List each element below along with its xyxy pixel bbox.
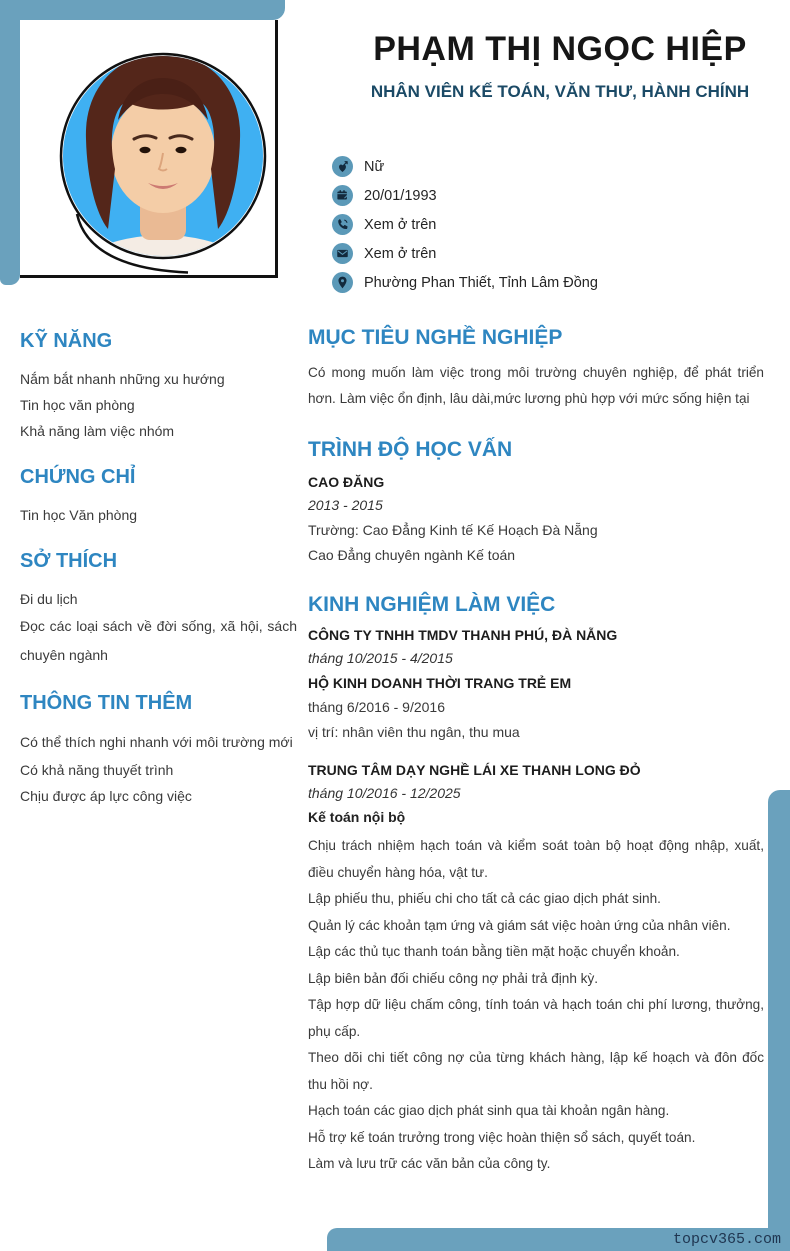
job-company: TRUNG TÂM DẠY NGHỀ LÁI XE THANH LONG ĐỎ bbox=[308, 762, 641, 778]
contact-item-email bbox=[332, 239, 772, 268]
section-hobbies bbox=[20, 550, 297, 670]
job-company: CÔNG TY TNHH TMDV THANH PHÚ, ĐÀ NẴNG bbox=[308, 627, 618, 643]
right-decoration-bar bbox=[768, 790, 790, 1251]
left-decoration-bar bbox=[0, 0, 20, 285]
section-heading: SỞ THÍCH bbox=[20, 550, 118, 572]
job-company: HỘ KINH DOANH THỜI TRANG TRẺ EM bbox=[308, 675, 572, 691]
skill-item: Nắm bắt nhanh những xu hướng bbox=[20, 371, 225, 387]
job-duty: Lập phiếu thu, phiếu chi cho tất cả các giao dịch phát sinh. bbox=[308, 891, 661, 906]
section-skills bbox=[20, 330, 297, 444]
objective-heading: MỤC TIÊU NGHỀ NGHIỆP bbox=[308, 326, 563, 349]
contact-item-birthdate bbox=[332, 181, 772, 210]
experience-heading: KINH NGHIỆM LÀM VIỆC bbox=[308, 593, 556, 616]
job-duty: Làm và lưu trữ các văn bản của công ty. bbox=[308, 1156, 551, 1171]
photo-frame bbox=[20, 20, 278, 278]
info-item: Có thể thích nghi nhanh với môi trường mới bbox=[20, 734, 293, 750]
footer-brand: topcv365.com bbox=[672, 1231, 781, 1248]
education-degree: CAO ĐĂNG bbox=[308, 474, 385, 490]
contact-item-phone bbox=[332, 210, 772, 239]
contact-text: Phường Phan Thiết, Tỉnh Lâm Đồng bbox=[364, 274, 598, 291]
job-period: tháng 10/2016 - 12/2025 bbox=[308, 785, 461, 801]
contact-item-address bbox=[332, 268, 772, 297]
info-item: Có khả năng thuyết trình bbox=[20, 762, 174, 778]
job-duty: Lập biên bản đối chiếu công nợ phải trả định kỳ. bbox=[308, 970, 599, 986]
job-duty: Hỗ trợ kế toán trưởng trong việc hoàn thiện sổ sách, quyết toán. bbox=[308, 1129, 696, 1145]
education-heading: TRÌNH ĐỘ HỌC VẤN bbox=[308, 438, 513, 461]
job-duty: Quản lý các khoản tạm ứng và giám sát việc hoàn ứng của nhân viên. bbox=[308, 917, 731, 933]
job-duty: Tập hợp dữ liệu chấm công, tính toán và hạch toán chi phí lương, thưởng, phụ cấp. bbox=[308, 997, 764, 1039]
contact-item-gender bbox=[332, 152, 772, 181]
contact-list bbox=[332, 152, 772, 297]
candidate-name: PHẠM THỊ NGỌC HIỆP bbox=[373, 30, 747, 68]
education-major: Cao Đẳng chuyên ngành Kế toán bbox=[308, 547, 516, 563]
skill-item: Khả năng làm việc nhóm bbox=[20, 423, 175, 439]
info-item: Chịu được áp lực công việc bbox=[20, 788, 192, 804]
job-duty: Chịu trách nhiệm hạch toán và kiểm soát toàn bộ hoạt động nhập, xuất, điều chuyển hàng hóa, vật tư. bbox=[308, 838, 764, 880]
job-period: tháng 10/2015 - 4/2015 bbox=[308, 650, 453, 666]
education-period: 2013 - 2015 bbox=[308, 497, 383, 513]
job-duty: Hạch toán các giao dịch phát sinh qua tài khoản ngân hàng. bbox=[308, 1103, 670, 1118]
job-duty: Lập các thủ tục thanh toán bằng tiền mặt hoặc chuyển khoản. bbox=[308, 944, 680, 959]
section-heading: CHỨNG CHỈ bbox=[20, 466, 136, 488]
job-duty: Theo dõi chi tiết công nợ của từng khách hàng, lập kế hoạch và đôn đốc thu hồi nợ. bbox=[308, 1050, 764, 1092]
gender-icon bbox=[332, 156, 353, 177]
location-icon bbox=[332, 272, 353, 293]
section-heading: THÔNG TIN THÊM bbox=[20, 692, 193, 714]
top-decoration-bar bbox=[0, 0, 285, 20]
job-role: Kế toán nội bộ bbox=[308, 809, 406, 825]
footer-bar bbox=[327, 1228, 790, 1251]
mail-icon bbox=[332, 243, 353, 264]
skill-item: Tin học văn phòng bbox=[20, 397, 135, 413]
calendar-icon bbox=[332, 185, 353, 206]
sidebar bbox=[20, 330, 297, 809]
hobby-item: Đi du lịch bbox=[20, 591, 78, 607]
candidate-title: NHÂN VIÊN KẾ TOÁN, VĂN THƯ, HÀNH CHÍNH bbox=[370, 82, 750, 101]
job-duty-list bbox=[308, 833, 764, 1178]
contact-text: 20/01/1993 bbox=[364, 187, 437, 204]
job-position: vị trí: nhân viên thu ngân, thu mua bbox=[308, 724, 520, 740]
objective-text: Có mong muốn làm việc trong môi trường chuyên nghiệp, để phát triển hơn. Làm việc ổn định, lâu dài,mức lương phù hợp với mức sống hiện tại bbox=[308, 365, 764, 406]
header bbox=[330, 30, 790, 103]
contact-text: Xem ở trên bbox=[364, 216, 437, 233]
phone-icon bbox=[332, 214, 353, 235]
contact-text: Xem ở trên bbox=[364, 245, 437, 262]
contact-text: Nữ bbox=[364, 158, 385, 175]
profile-photo bbox=[20, 20, 275, 275]
certificate-item: Tin học Văn phòng bbox=[20, 507, 138, 523]
job-period: tháng 6/2016 - 9/2016 bbox=[308, 699, 446, 715]
section-certificates bbox=[20, 466, 297, 528]
education-school: Trường: Cao Đẳng Kinh tế Kế Hoạch Đà Nẵng bbox=[308, 522, 598, 538]
main-column bbox=[308, 326, 764, 1178]
section-additional-info bbox=[20, 692, 297, 809]
section-heading: KỸ NĂNG bbox=[20, 330, 113, 352]
hobby-item: Đọc các loại sách về đời sống, xã hội, sách chuyên ngành bbox=[20, 618, 297, 663]
